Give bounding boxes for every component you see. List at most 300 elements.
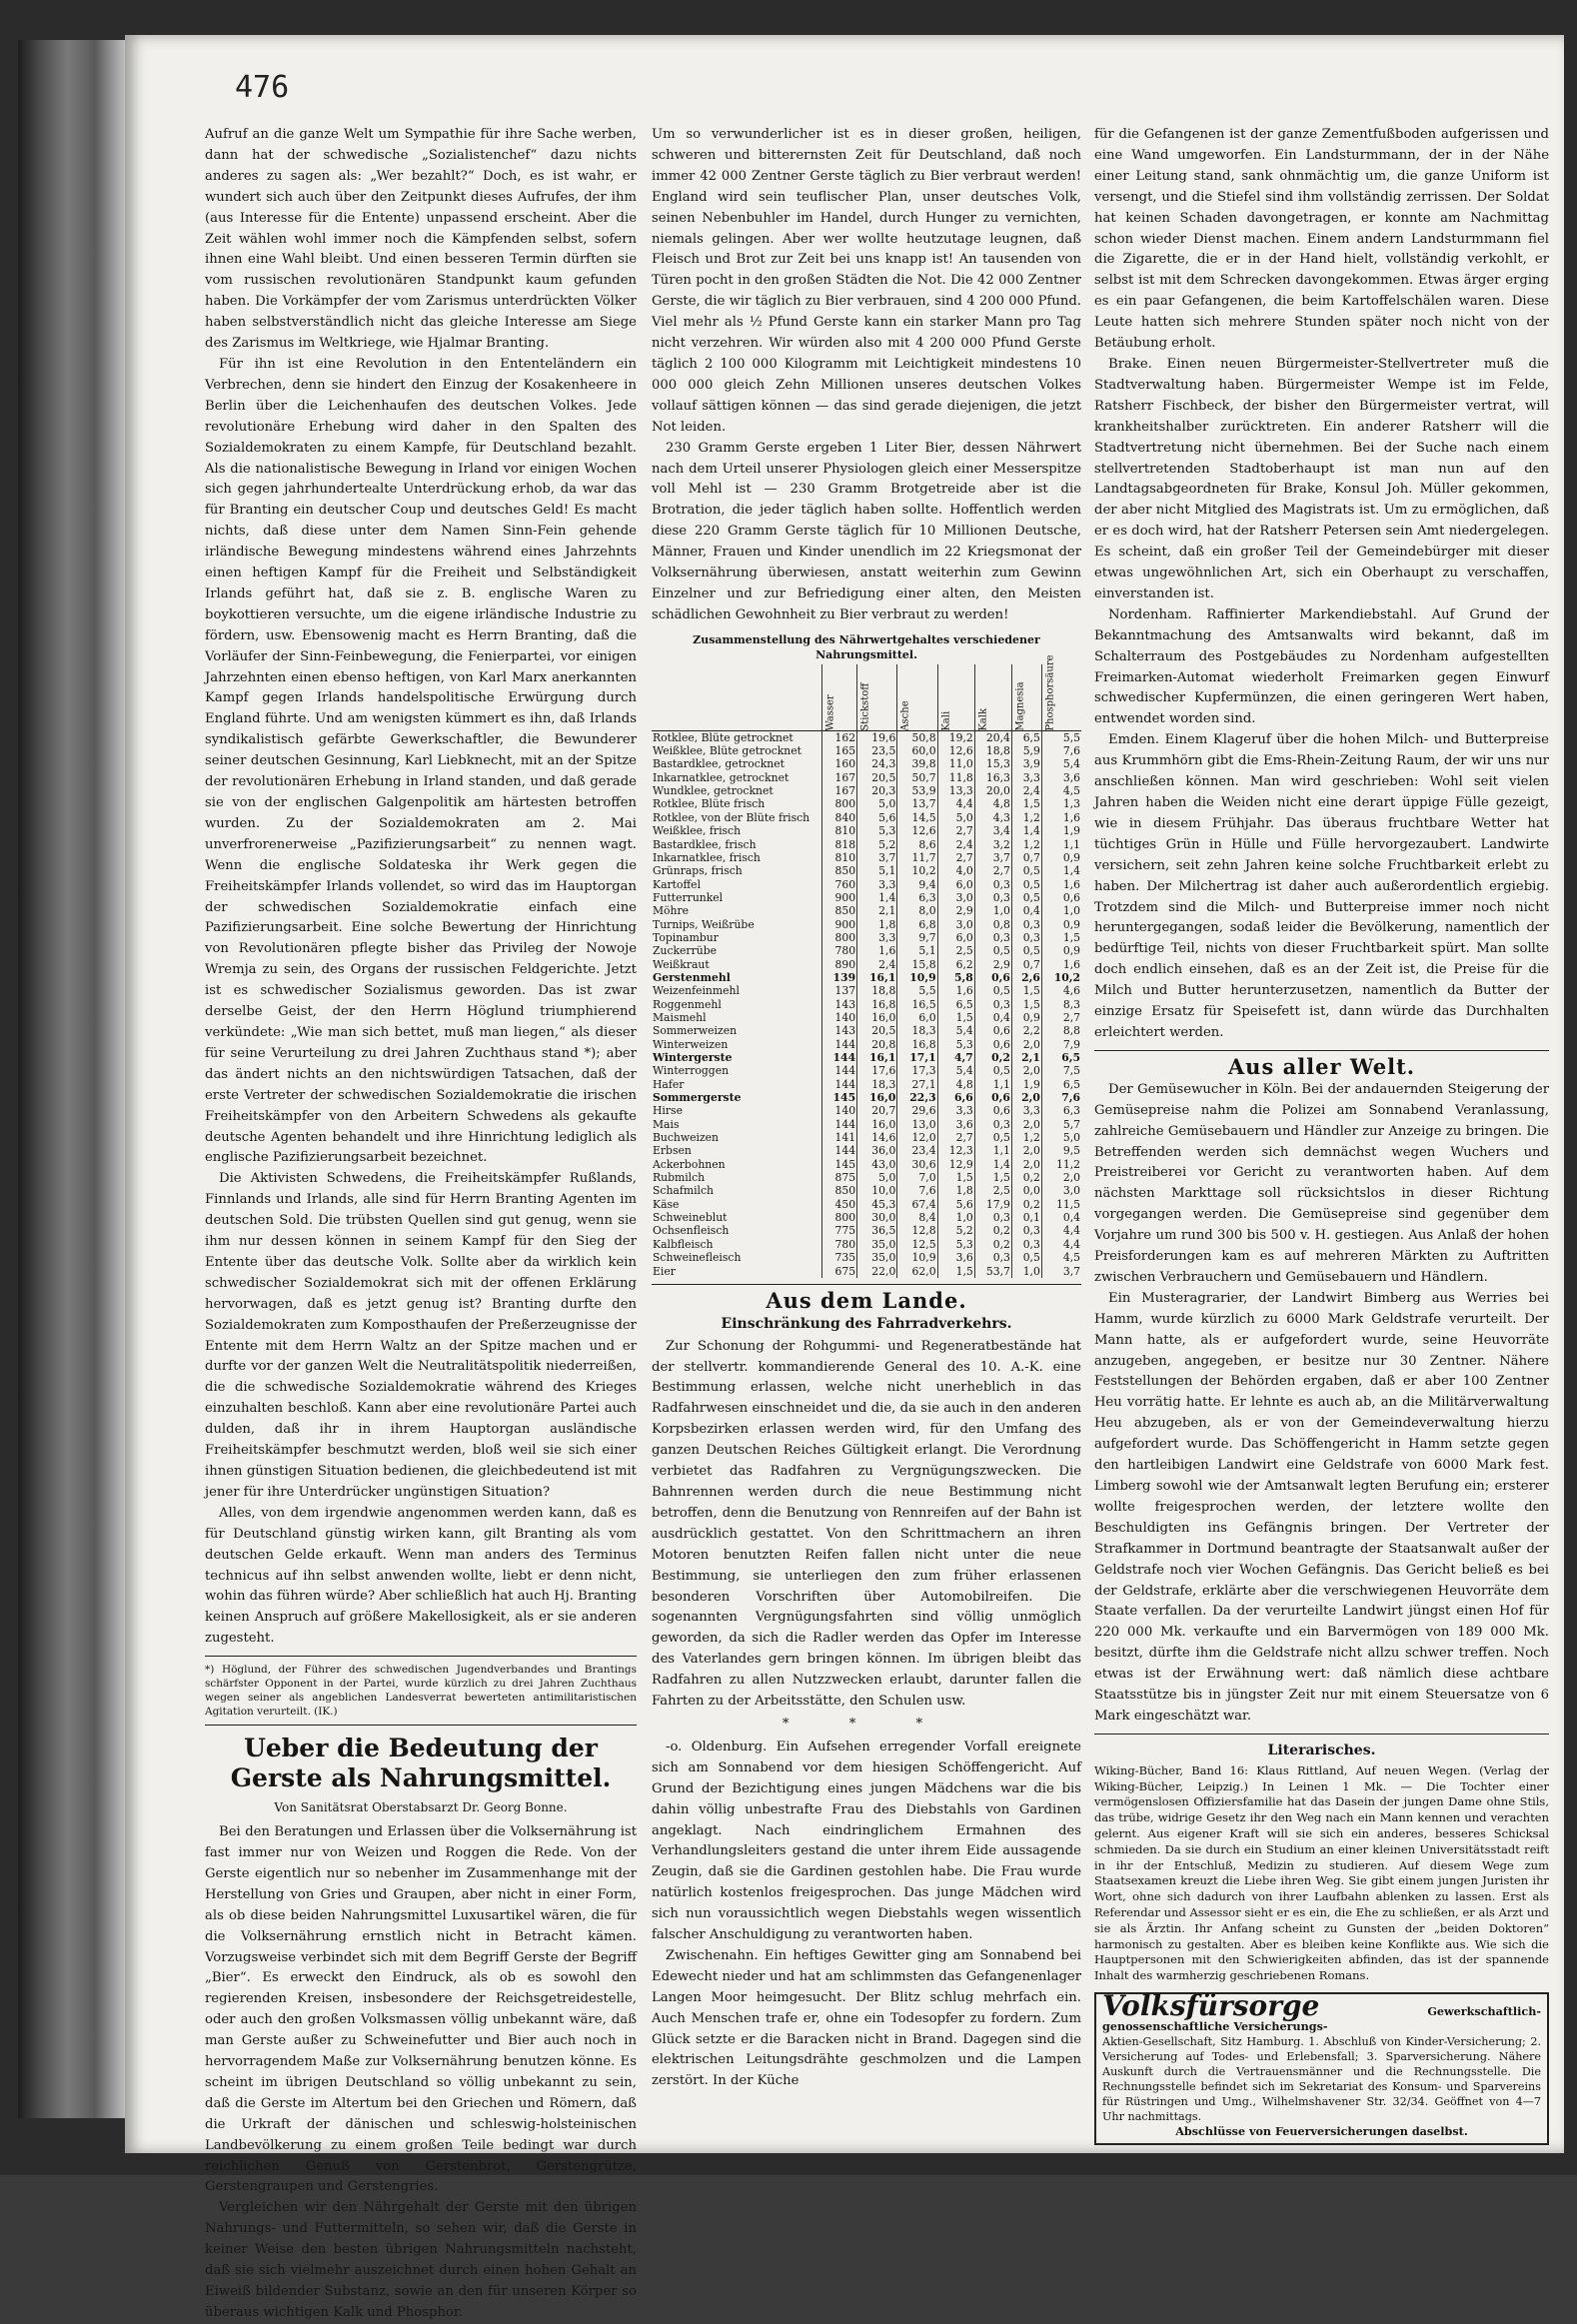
footnote: *) Höglund, der Führer des schwedischen Jugendverbandes und Brantings schärfster Opponent in der Partei, wurde kürzlich zu drei Jahren Zuchthaus wegen seiner als angeblichen Landesverrat bewerteten antimilitaristischen Agitation verurteilt. (IK.) <box>205 1664 637 1719</box>
value-cell: 0,1 <box>1011 1211 1041 1224</box>
value-cell: 1,8 <box>857 918 897 931</box>
table-row <box>652 931 1081 944</box>
value-cell: 1,5 <box>1011 984 1041 997</box>
food-name-cell: Roggenmehl <box>653 997 722 1011</box>
value-cell: 18,3 <box>897 1024 937 1037</box>
value-cell: 818 <box>822 838 857 851</box>
table-row <box>652 771 1081 784</box>
paragraph: Emden. Einem Klageruf über die hohen Milch- und Butterpreise aus Krummhörn gibt die Ems-Rhein-Zeitung Raum, der wir uns nur anschließen können. Man wird geschrieben: Wohl seit vielen Jahren haben die Weiden nicht eine derart üppige Fülle gezeigt, wie in diesem Frühjahr. Das überaus fruchtbare Wetter hat tüchtiges Grün in Hülle und Fülle hervorgezaubert. Landwirte versichern, seit zehn Jahren keine solche Fruchtbarkeit erlebt zu haben. Der Milchertrag ist daher auch außerordentlich ergiebig. Trotzdem sind die Milch- und Butterpreise immer noch nicht heruntergegangen, sodaß leider die Bevölkerung, namentlich der bedürftige Teil, nichts von dieser Fruchtbarkeit spürt. Man sollte doch endlich einsehen, daß es an der Zeit ist, die Preise für die Milch und Butter herunterzusetzen, namentlich da Butter der einzige Ersatz für Speisefett ist, dann würde das Durchhalten erleichtert werden. <box>1094 732 1549 1040</box>
value-cell: 0,4 <box>1011 904 1041 917</box>
food-name-cell: Eier <box>653 1264 676 1278</box>
table-row <box>652 1131 1081 1144</box>
value-cell: 144 <box>822 1038 857 1051</box>
divider <box>205 1725 637 1726</box>
value-cell: 1,9 <box>1011 1078 1041 1091</box>
value-cell: 0,3 <box>1011 1224 1041 1237</box>
food-name-cell: Weißklee, Blüte getrocknet <box>653 744 801 758</box>
value-cell: 144 <box>822 1078 857 1091</box>
value-cell: 5,8 <box>937 971 974 984</box>
value-cell: 5,0 <box>1041 1131 1081 1144</box>
value-cell: 16,8 <box>857 998 897 1011</box>
value-cell: 145 <box>822 1158 857 1171</box>
value-cell: 2,5 <box>937 944 974 957</box>
table-row <box>652 878 1081 891</box>
value-cell: 900 <box>822 891 857 904</box>
value-cell: 2,0 <box>1011 1038 1041 1051</box>
value-cell: 0,5 <box>974 1131 1011 1144</box>
value-cell: 20,5 <box>857 771 897 784</box>
column-middle <box>652 125 1081 2092</box>
value-cell: 8,4 <box>897 1211 937 1224</box>
value-cell: 4,8 <box>974 797 1011 810</box>
value-cell: 1,5 <box>1011 998 1041 1011</box>
table-header-label: Kali <box>939 711 951 732</box>
value-cell: 0,2 <box>974 1051 1011 1064</box>
value-cell: 16,3 <box>974 771 1011 784</box>
food-name-cell: Gerstenmehl <box>653 970 731 984</box>
value-cell: 15,8 <box>897 958 937 971</box>
table-row <box>652 1038 1081 1051</box>
value-cell: 0,3 <box>974 931 1011 944</box>
value-cell: 145 <box>822 1091 857 1104</box>
paragraph: 230 Gramm Gerste ergeben 1 Liter Bier, dessen Nährwert nach dem Urteil unserer Physiologen gleich einer Messerspitze voll Mehl ist — 230 Gramm Brotgetreide aber ist die Brotration, die jeder täglich haben sollte. Hoffentlich werden diese 220 Gramm Gerste täglich für 10 Millionen Deutsche, Männer, Frauen und Kinder unendlich im 22 Kriegsmonat der Volksernährung überwiesen, anstatt weiterhin zum Gewinn Einzelner und zur Befriedigung einer alten, den Meisten schädlichen Gewohnheit zu Bier verbraut zu werden! <box>652 440 1081 622</box>
value-cell: 4,3 <box>974 811 1011 824</box>
value-cell: 2,0 <box>1011 1144 1041 1157</box>
book-binding <box>18 40 128 2118</box>
value-cell: 1,6 <box>857 944 897 957</box>
divider <box>1094 1050 1549 1051</box>
value-cell: 0,9 <box>1041 944 1081 957</box>
value-cell: 13,7 <box>897 797 937 810</box>
value-cell: 20,0 <box>974 784 1011 797</box>
value-cell: 4,5 <box>1041 1251 1081 1264</box>
value-cell: 1,6 <box>1041 811 1081 824</box>
value-cell: 2,7 <box>1041 1011 1081 1024</box>
value-cell: 12,9 <box>937 1158 974 1171</box>
food-name-cell: Möhre <box>653 904 690 918</box>
value-cell: 53,7 <box>974 1265 1011 1278</box>
value-cell: 137 <box>822 984 857 997</box>
value-cell: 7,0 <box>897 1171 937 1184</box>
value-cell: 0,3 <box>1011 931 1041 944</box>
food-name-cell: Buchweizen <box>653 1131 720 1145</box>
value-cell: 17,9 <box>974 1198 1011 1211</box>
value-cell: 5,2 <box>937 1224 974 1237</box>
value-cell: 2,1 <box>857 904 897 917</box>
value-cell: 140 <box>822 1011 857 1024</box>
table-row <box>652 998 1081 1011</box>
table-header-label: Stickstoff <box>859 683 871 732</box>
value-cell: 4,4 <box>1041 1238 1081 1251</box>
value-cell: 0,6 <box>974 971 1011 984</box>
paragraph: Bei den Beratungen und Erlassen über die Volksernährung ist fast immer nur von Weizen und Roggen die Rede. Von der Gerste eigentlich nur so nebenher im Zusammenhange mit der Herstellung von Gries und Graupen, aber nicht in einer Form, als ob diese beiden Nahrungsmittel Luxusartikel wären, die für die Volksernährung ernstlich nicht in Betracht kämen. Vorzugsweise verbindet sich mit dem Begriff Gerste der Begriff „Bier“. Es erweckt den Eindruck, als ob es sowohl den regierenden Kreisen, insbesondere der Reichsgetreidestelle, oder auch den großen Volksmassen völlig unbekannt wäre, daß man Gerste außer zu Schweinefutter und Bier auch noch in hervorragendem Maße zur Volksernährung benutzen könne. Es scheint im übrigen Deutschland so völlig unbekannt zu sein, daß die Gerste im Altertum bei den Griechen und Römern, daß die Urkraft der dänischen und schleswig-holsteinischen Landbevölkerung zu einem großen Teile bedingt war durch reichlichen Genuß von Gerstenbrot, Gerstengrütze, Gerstengraupen und Gerstengries. <box>205 1824 637 2195</box>
food-name-cell: Rotklee, Blüte getrocknet <box>653 730 793 744</box>
paragraph: Brake. Einen neuen Bürgermeister-Stellvertreter muß die Stadtverwaltung haben. Bürgermeister Wempe ist im Felde, Ratsherr Fischbeck, der bisher den Bürgermeister vertrat, will krankheitshalber zurücktreten. Ein anderer Ratsherr will die Stadtvertretung nicht übernehmen. Bei der Suche nach einem stellvertretenden Stadtoberhaupt ist man nun auf den Landtagsabgeordneten für Brake, Konsul Joh. Müller gekommen, der aber nicht Mitglied des Magistrats ist. Um zu ermöglichen, daß er es doch wird, hat der Ratsherr Petersen sein Amt niedergelegen. Es scheint, daß ein großer Teil der Gemeindebürger mit dieser etwas ungewöhnlichen Art, sich ein Oberhaupt zu verschaffen, einverstanden ist. <box>1094 356 1549 601</box>
value-cell: 16,5 <box>897 998 937 1011</box>
table-row <box>652 1238 1081 1251</box>
ad-brand: Volksfürsorge <box>1102 1988 1320 2022</box>
value-cell: 3,6 <box>937 1251 974 1264</box>
value-cell: 735 <box>822 1251 857 1264</box>
value-cell: 780 <box>822 944 857 957</box>
value-cell: 3,6 <box>1041 771 1081 784</box>
table-header <box>897 664 937 731</box>
food-name-cell: Sommergerste <box>653 1091 742 1105</box>
paragraph: Der Gemüsewucher in Köln. Bei der andauernden Steigerung der Gemüsepreise nahm die Polizei am Sonnabend Veranlassung, zahlreiche Gemüsebauern und Händler zur Anzeige zu bringen. Die Betreffenden werden sich demnächst wegen Wuchers und Preistreiberei vor Gericht zu verantworten haben. Auf dem nächsten Markttage soll rücksichtslos in dieser Richtung vorgegangen werden. Die Gemüsepreise sind gegenüber dem Vorjahre um rund 300 bis 500 v. H. gestiegen. Aus Anlaß der hohen Preisforderungen kam es auf mehreren Märkten zu Auftritten zwischen Verbrauchern und Gemüsebauern und Händlern. <box>1094 1081 1549 1285</box>
table-header <box>937 664 974 731</box>
value-cell: 5,6 <box>857 811 897 824</box>
value-cell: 3,2 <box>974 838 1011 851</box>
value-cell: 0,2 <box>1011 1198 1041 1211</box>
value-cell: 9,5 <box>1041 1144 1081 1157</box>
food-name-cell: Inkarnatklee, frisch <box>653 850 761 864</box>
table-header <box>652 664 822 731</box>
value-cell: 0,2 <box>974 1238 1011 1251</box>
value-cell: 20,8 <box>857 1038 897 1051</box>
table-header <box>1011 664 1041 731</box>
value-cell: 780 <box>822 1238 857 1251</box>
value-cell: 5,0 <box>857 797 897 810</box>
value-cell: 0,2 <box>1011 1171 1041 1184</box>
value-cell: 850 <box>822 864 857 877</box>
value-cell: 12,6 <box>897 824 937 837</box>
food-name-cell: Rotklee, von der Blüte frisch <box>653 810 810 824</box>
table-row <box>652 864 1081 877</box>
paragraph: Alles, von dem irgendwie angenommen werden kann, daß es für Deutschland günstig wirken kann, gilt Branting als vom deutschen Gelde erkauft. Wenn man anders des Terminus technicus auf ihn selbst anwenden wollte, liebt er denn nicht, wohin das führen würde? Aber schließlich hat auch Hj. Branting keinen Anspruch auf größere Makellosigkeit, als er sie anderen zugesteht. <box>205 1505 637 1647</box>
paragraph: Zwischenahn. Ein heftiges Gewitter ging am Sonnabend bei Edewecht nieder und hat am schlimmsten das Gefangenenlager Langen Moor heimgesucht. Der Blitz schlug mehrfach ein. Auch Menschen trafe er, ohne ein Todesopfer zu fordern. Zum Glück setzte er die Baracken nicht in Brand. Dagegen sind die elektrischen Leitungsdrähte geschmolzen und die Lampen zerstört. In der Küche <box>652 1947 1081 2089</box>
value-cell: 14,5 <box>897 811 937 824</box>
table-row <box>652 1024 1081 1037</box>
value-cell: 9,4 <box>897 878 937 891</box>
value-cell: 6,0 <box>937 931 974 944</box>
value-cell: 1,5 <box>937 1011 974 1024</box>
value-cell: 139 <box>822 971 857 984</box>
table-row <box>652 838 1081 851</box>
table-row <box>652 984 1081 997</box>
value-cell: 50,8 <box>897 730 937 744</box>
value-cell: 3,6 <box>937 1118 974 1131</box>
food-name-cell: Hirse <box>653 1104 683 1118</box>
value-cell: 17,3 <box>897 1064 937 1077</box>
value-cell: 16,1 <box>857 971 897 984</box>
value-cell: 6,5 <box>937 998 974 1011</box>
value-cell: 7,6 <box>897 1184 937 1197</box>
table-row <box>652 944 1081 957</box>
value-cell: 0,6 <box>974 1038 1011 1051</box>
value-cell: 1,8 <box>937 1184 974 1197</box>
value-cell: 7,6 <box>1041 1091 1081 1104</box>
value-cell: 2,0 <box>1041 1171 1081 1184</box>
value-cell: 1,9 <box>1041 824 1081 837</box>
value-cell: 1,5 <box>937 1265 974 1278</box>
table-header <box>974 664 1011 731</box>
value-cell: 4,5 <box>1041 784 1081 797</box>
value-cell: 3,3 <box>1011 1104 1041 1117</box>
food-name-cell: Turnips, Weißrübe <box>653 917 755 931</box>
value-cell: 27,1 <box>897 1078 937 1091</box>
value-cell: 2,0 <box>1011 1118 1041 1131</box>
divider <box>1094 1734 1549 1735</box>
value-cell: 45,3 <box>857 1198 897 1211</box>
value-cell: 29,6 <box>897 1104 937 1117</box>
value-cell: 1,6 <box>937 984 974 997</box>
value-cell: 5,4 <box>937 1024 974 1037</box>
table-row <box>652 971 1081 984</box>
value-cell: 50,7 <box>897 771 937 784</box>
value-cell: 6,8 <box>897 918 937 931</box>
value-cell: 2,6 <box>1011 971 1041 984</box>
value-cell: 0,9 <box>1011 1011 1041 1024</box>
value-cell: 144 <box>822 1064 857 1077</box>
value-cell: 6,0 <box>897 1011 937 1024</box>
table-header-label: Phosphorsäure <box>1044 654 1056 732</box>
value-cell: 18,8 <box>974 744 1011 757</box>
value-cell: 0,9 <box>1041 851 1081 864</box>
value-cell: 900 <box>822 918 857 931</box>
value-cell: 43,0 <box>857 1158 897 1171</box>
value-cell: 3,4 <box>974 824 1011 837</box>
value-cell: 10,2 <box>897 864 937 877</box>
value-cell: 760 <box>822 878 857 891</box>
value-cell: 16,0 <box>857 1118 897 1131</box>
table-header-label: Magnesia <box>1014 681 1026 732</box>
value-cell: 3,7 <box>857 851 897 864</box>
value-cell: 5,0 <box>937 811 974 824</box>
value-cell: 8,6 <box>897 838 937 851</box>
value-cell: 1,1 <box>1041 838 1081 851</box>
table-row <box>652 1011 1081 1024</box>
value-cell: 23,4 <box>897 1144 937 1157</box>
section-title: Aus aller Welt. <box>1227 1053 1416 1079</box>
value-cell: 1,0 <box>937 1211 974 1224</box>
table-row <box>652 784 1081 797</box>
value-cell: 0,3 <box>974 1211 1011 1224</box>
value-cell: 2,4 <box>857 958 897 971</box>
value-cell: 11,2 <box>1041 1158 1081 1171</box>
value-cell: 1,2 <box>1011 838 1041 851</box>
value-cell: 11,7 <box>897 851 937 864</box>
value-cell: 16,8 <box>897 1038 937 1051</box>
value-cell: 0,5 <box>1011 864 1041 877</box>
food-name-cell: Schweineblut <box>653 1211 728 1225</box>
value-cell: 1,5 <box>1011 797 1041 810</box>
separator-stars: * * * <box>782 1716 951 1732</box>
column-left <box>205 125 637 2324</box>
food-name-cell: Bastardklee, frisch <box>653 837 757 851</box>
value-cell: 7,5 <box>1041 1064 1081 1077</box>
value-cell: 3,7 <box>1041 1265 1081 1278</box>
paragraph: Die Aktivisten Schwedens, die Freiheitskämpfer Rußlands, Finnlands und Irlands, alle sind für Herrn Branting Agenten im deutschen Sold. Die trübsten Quellen sind gut genug, wenn sie ihm nur dessen können in seinem Kampf für den Sieg der Entente über das deutsche Volk. Sollte aber da wirklich kein schwedischer Sozialdemokrat sich mit der offenen Erklärung hervorwagen, daß es jetzt genug ist? Branting durfte den Sozialdemokraten zum Komposthaufen der Preßerzeugnisse der Entente mit dem Herrn Waltz an der Spitze machen und er durfte vor der ganzen Welt die Neutralitätspolitik niederreißen, die die schwedische Sozialdemokratie während des Krieges einzuhalten beschloß. Kann aber eine revolutionäre Partei auch dulden, daß ihr in ihrem Hauptorgan ausländische Freiheitskämpfer beschmutzt werden, bloß weil sie sich einer ihnen günstigen Situation bedienen, die gleichbedeutend ist mit jener für ihre Unterdrücker ungünstigen Situation? <box>205 1171 637 1500</box>
value-cell: 10,9 <box>897 971 937 984</box>
value-cell: 165 <box>822 744 857 757</box>
value-cell: 36,0 <box>857 1144 897 1157</box>
value-cell: 11,5 <box>1041 1198 1081 1211</box>
section-title: Aus dem Lande. <box>766 1287 967 1313</box>
food-name-cell: Topinambur <box>653 930 719 944</box>
value-cell: 5,1 <box>857 864 897 877</box>
food-name-cell: Mais <box>653 1117 680 1131</box>
value-cell: 1,0 <box>1011 1265 1041 1278</box>
value-cell: 30,0 <box>857 1211 897 1224</box>
value-cell: 5,5 <box>897 984 937 997</box>
table-row <box>652 744 1081 757</box>
divider <box>205 1656 637 1657</box>
value-cell: 0,5 <box>1011 891 1041 904</box>
value-cell: 0,2 <box>974 1224 1011 1237</box>
value-cell: 0,3 <box>1011 1238 1041 1251</box>
table-row <box>652 1265 1081 1278</box>
value-cell: 1,2 <box>1011 1131 1041 1144</box>
food-name-cell: Kalbfleisch <box>653 1237 714 1251</box>
value-cell: 20,3 <box>857 784 897 797</box>
paragraph: Aufruf an die ganze Welt um Sympathie für ihre Sache werben, dann hat der schwedische „Sozialistenchef“ dazu nichts anderes zu sagen als: „Wer bezahlt?“ Doch, es ist wahr, er wundert sich auch über den Zeitpunkt dieses Aufrufes, der ihm (aus Interesse für die Entente) unpassend erscheint. Aber die Zeit wählen wohl immer noch die Kämpfenden selbst, sofern ihnen eine Wahl bleibt. Und einen besseren Termin dürften sie vom russischen revolutionären Standpunkt kaum gefunden haben. Die Vorkämpfer der vom Zarismus unterdrückten Völker haben selbstverständlich nicht das gleiche Interesse am Siege des Zarismus im Weltkriege, wie Hjalmar Branting. <box>205 127 637 352</box>
table-row <box>652 1051 1081 1064</box>
value-cell: 18,8 <box>857 984 897 997</box>
article-title: Ueber die Bedeutung der Gerste als Nahrungsmittel. <box>230 1734 612 1793</box>
value-cell: 850 <box>822 1184 857 1197</box>
paragraph: -o. Oldenburg. Ein Aufsehen erregender Vorfall ereignete sich am Sonnabend vor dem hiesigen Schöffengericht. Auf Grund der Bezichtigung eines jungen Mädchens war die bis dahin völlig unbestrafte Frau des Diebstahls von Gardinen angeklagt. Nach eindringlichem Ermahnen des Verhandlungsleiters gestand die unter ihrem Eide aussagende Zeugin, daß sie die Gardinen gestohlen habe. Die Frau wurde natürlich kostenlos freigesprochen. Das junge Mädchen wird sich nun voraussichtlich wegen Diebstahls wegen wissentlich falscher Anschuldigung zu verantworten haben. <box>652 1739 1081 1943</box>
value-cell: 53,9 <box>897 784 937 797</box>
value-cell: 2,0 <box>1011 1158 1041 1171</box>
value-cell: 800 <box>822 931 857 944</box>
value-cell: 11,0 <box>937 757 974 770</box>
value-cell: 16,1 <box>857 1051 897 1064</box>
value-cell: 0,3 <box>1011 918 1041 931</box>
food-name-cell: Weizenfeinmehl <box>653 984 740 998</box>
value-cell: 8,3 <box>1041 998 1081 1011</box>
value-cell: 13,3 <box>937 784 974 797</box>
value-cell: 450 <box>822 1198 857 1211</box>
value-cell: 3,3 <box>1011 771 1041 784</box>
food-name-cell: Inkarnatklee, getrocknet <box>653 770 789 784</box>
table-row <box>652 1158 1081 1171</box>
column-right <box>1094 125 1549 2145</box>
value-cell: 6,5 <box>1011 730 1041 744</box>
food-name-cell: Futterrunkel <box>653 890 724 904</box>
value-cell: 15,3 <box>974 757 1011 770</box>
value-cell: 0,5 <box>974 1064 1011 1077</box>
value-cell: 810 <box>822 824 857 837</box>
food-name-cell: Weißklee, frisch <box>653 824 742 838</box>
table-row <box>652 1091 1081 1104</box>
value-cell: 22,0 <box>857 1265 897 1278</box>
food-name-cell: Schafmilch <box>653 1184 714 1198</box>
value-cell: 850 <box>822 904 857 917</box>
table-header-label: Asche <box>899 700 911 732</box>
value-cell: 5,1 <box>897 944 937 957</box>
value-cell: 840 <box>822 811 857 824</box>
value-cell: 6,2 <box>937 958 974 971</box>
value-cell: 6,5 <box>1041 1051 1081 1064</box>
table-header <box>1041 654 1081 732</box>
value-cell: 0,3 <box>974 1118 1011 1131</box>
value-cell: 2,9 <box>974 958 1011 971</box>
table-row <box>652 797 1081 810</box>
value-cell: 17,6 <box>857 1064 897 1077</box>
value-cell: 30,6 <box>897 1158 937 1171</box>
value-cell: 167 <box>822 771 857 784</box>
value-cell: 7,9 <box>1041 1038 1081 1051</box>
value-cell: 16,0 <box>857 1011 897 1024</box>
value-cell: 0,3 <box>974 1251 1011 1264</box>
value-cell: 3,7 <box>974 851 1011 864</box>
value-cell: 17,1 <box>897 1051 937 1064</box>
value-cell: 890 <box>822 958 857 971</box>
table-row <box>652 1224 1081 1237</box>
table-row <box>652 1144 1081 1157</box>
value-cell: 19,2 <box>937 730 974 744</box>
value-cell: 1,6 <box>1041 958 1081 971</box>
subsection-title: Einschränkung des Fahrradverkehrs. <box>721 1315 1012 1332</box>
table-header-label: Kalk <box>977 708 989 732</box>
value-cell: 5,2 <box>857 838 897 851</box>
value-cell: 2,2 <box>1011 1024 1041 1037</box>
value-cell: 0,3 <box>974 878 1011 891</box>
table-header <box>857 664 897 731</box>
value-cell: 9,7 <box>897 931 937 944</box>
value-cell: 20,7 <box>857 1104 897 1117</box>
food-name-cell: Zuckerrübe <box>653 944 718 958</box>
value-cell: 0,6 <box>974 1024 1011 1037</box>
table-row <box>652 1171 1081 1184</box>
value-cell: 2,4 <box>937 838 974 851</box>
value-cell: 10,2 <box>1041 971 1081 984</box>
value-cell: 6,0 <box>937 878 974 891</box>
value-cell: 160 <box>822 757 857 770</box>
paragraph: Zur Schonung der Rohgummi- und Regeneratbestände hat der stellvertr. kommandierende General des 10. A.-K. eine Bestimmung erlassen, welche nicht unerheblich in das Radfahrwesen einschneidet und die, da sie auch in den anderen Korpsbezirken erlassen werden wird, für den Umfang des ganzen Deutschen Reiches Gültigkeit erlangt. Die Verordnung verbietet das Radfahren zu Vergnügungszwecken. Die Bahnrennen werden durch die neue Bestimmung nicht betroffen, denn die Benutzung von Rennreifen auf der Bahn ist ausdrücklich gestattet. Von den Schrittmachern an ihren Motoren benutzten Reifen fallen nicht unter die neue Bestimmung, sie unterliegen den zum früher erlassenen besonderen Vorschriften über Automobilreifen. Die sogenannten Vergnügungsfahrten sind völlig unmöglich geworden, da sich die Radler werden das Opfer im Interesse des Vaterlandes gern bringen können. Im übrigen bleibt das Radfahren zu allen Nutzzwecken erlaubt, darunter fallen die Fahrten zu der Arbeitsstätte, den Schulen usw. <box>652 1338 1081 1710</box>
value-cell: 35,0 <box>857 1238 897 1251</box>
table-row <box>652 1104 1081 1117</box>
value-cell: 0,5 <box>974 984 1011 997</box>
value-cell: 14,6 <box>857 1131 897 1144</box>
value-cell: 1,5 <box>974 1171 1011 1184</box>
value-cell: 10,0 <box>857 1184 897 1197</box>
table-row <box>652 918 1081 931</box>
value-cell: 6,5 <box>1041 1078 1081 1091</box>
table-row <box>652 757 1081 770</box>
value-cell: 5,4 <box>937 1064 974 1077</box>
value-cell: 13,0 <box>897 1118 937 1131</box>
value-cell: 7,6 <box>1041 744 1081 757</box>
food-name-cell: Ackerbohnen <box>653 1157 726 1171</box>
food-name-cell: Grünraps, frisch <box>653 864 743 878</box>
value-cell: 1,5 <box>1041 931 1081 944</box>
table-row <box>652 891 1081 904</box>
value-cell: 6,6 <box>937 1091 974 1104</box>
value-cell: 5,3 <box>857 824 897 837</box>
value-cell: 2,7 <box>937 824 974 837</box>
value-cell: 12,0 <box>897 1131 937 1144</box>
value-cell: 0,0 <box>1011 1184 1041 1197</box>
article-byline: Von Sanitätsrat Oberstabsarzt Dr. Georg Bonne. <box>274 1800 568 1815</box>
value-cell: 5,7 <box>1041 1118 1081 1131</box>
table-header-label: Wasser <box>824 694 836 732</box>
literature-title: Literarisches. <box>1267 1742 1376 1758</box>
table-row <box>652 1251 1081 1264</box>
value-cell: 1,1 <box>974 1144 1011 1157</box>
value-cell: 4,4 <box>1041 1224 1081 1237</box>
table-header <box>822 664 857 731</box>
table-row <box>652 1078 1081 1091</box>
value-cell: 1,4 <box>1011 824 1041 837</box>
table-row <box>652 730 1081 744</box>
value-cell: 39,8 <box>897 757 937 770</box>
value-cell: 167 <box>822 784 857 797</box>
value-cell: 4,6 <box>1041 984 1081 997</box>
value-cell: 23,5 <box>857 744 897 757</box>
value-cell: 0,5 <box>1011 1251 1041 1264</box>
value-cell: 2,7 <box>974 864 1011 877</box>
